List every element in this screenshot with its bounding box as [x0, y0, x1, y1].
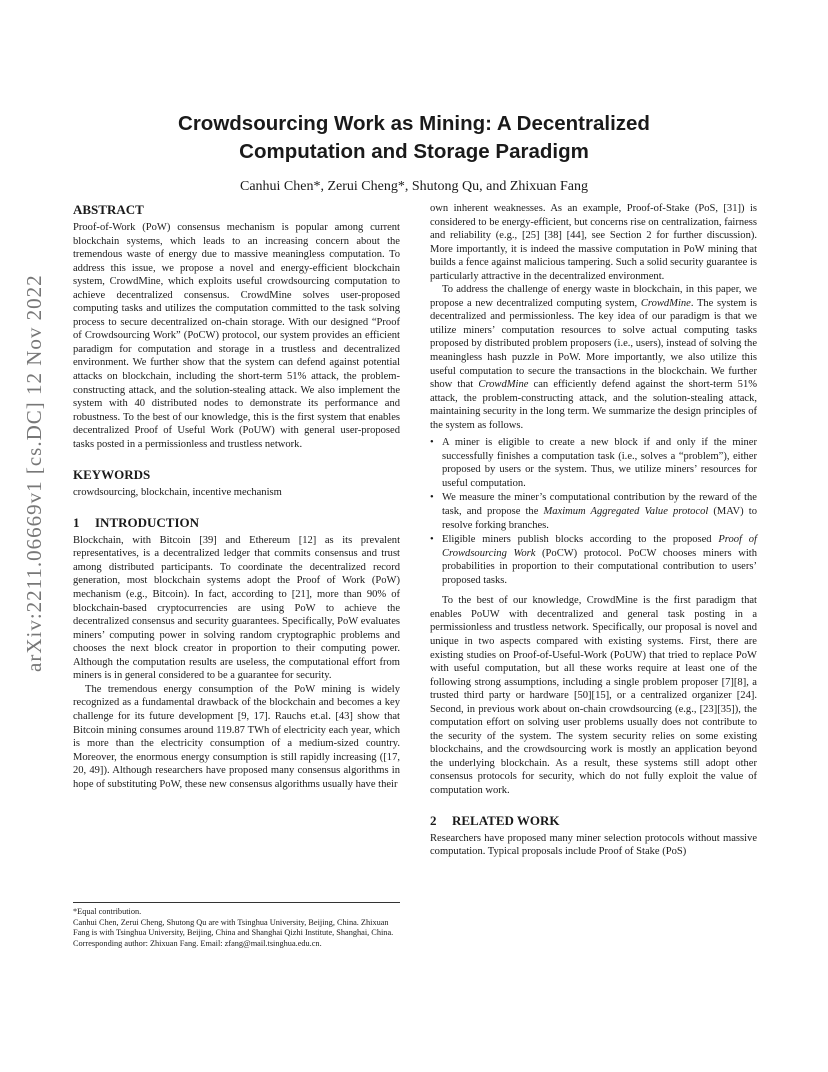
- title-block: [72, 110, 756, 196]
- title-line-1: Crowdsourcing Work as Mining: A Decentralized: [178, 112, 650, 135]
- list-item: [430, 491, 757, 532]
- intro-paragraph-3: own inherent weaknesses. As an example, Proof-of-Stake (PoS, [31]) is considered to be energy-efficient, but concerns rise on centralization, fairness and reliability (e.g., [25] [38] [44], see Section 2 for further discussion). More importantly, it is indeed the massive computation in PoW mining that builds a fence against malicious tampering. Such a solid security guarantee is particularly attractive in the decentralized environment.: [430, 203, 757, 282]
- paper-title: [72, 110, 756, 166]
- footnote-equal-contribution: *Equal contribution.: [73, 907, 142, 916]
- footnote-affiliations: Canhui Chen, Zerui Cheng, Shutong Qu are with Tsinghua University, Beijing, China. Zhixuan Fang is with Tsinghua University, Beijing, China and Shanghai Qizhi Institute, Shanghai, China.: [73, 917, 394, 938]
- bullet-icon: •: [430, 492, 434, 504]
- crowdmine-emphasis: CrowdMine: [640, 297, 691, 309]
- abstract-heading: ABSTRACT: [73, 202, 144, 217]
- related-paragraph-1: Researchers have proposed many miner selection protocols without massive computation. Typical proposals include Proof of Stake (PoS): [430, 832, 757, 858]
- pocw-emphasis: Proof of Crowdsourcing Work: [442, 534, 757, 559]
- list-item: [430, 436, 757, 490]
- title-line-2: Computation and Storage Paradigm: [239, 140, 589, 163]
- keywords-heading: KEYWORDS: [73, 467, 151, 483]
- keywords-text: crowdsourcing, blockchain, incentive mechanism: [73, 487, 282, 499]
- intro-paragraph-2: The tremendous energy consumption of the PoW mining is widely recognized as a fundamental drawback of the blockchain and becomes a key challenge for its future development [9, 17]. Rauchs et.al. [43] show that Bitcoin mining consumes around 119.87 TWh of electricity each year, which is more than the electricity consumption of a medium-sized country. Moreover, the enormous energy consumption is still rapidly increasing ([17, 20, 49]). Although researchers have proposed many consensus algorithms in hope of substituting PoW, these new consensus algorithms usually have their: [73, 683, 400, 790]
- intro-paragraph-4: [430, 283, 757, 432]
- bullet-icon: •: [430, 437, 434, 449]
- intro-paragraph-1: Blockchain, with Bitcoin [39] and Ethereum [12] as its prevalent representatives, is a decentralized ledger that commits consensus and trust among distributed participants. To coordinate the decentralized record generation, most blockchain systems adopt the Proof of Work (PoW) mechanism (e.g., Bitcoin). In fact, according to [21], more than 90% of blockchain-based cryptocurrencies are using PoW to achieve the decentralized consensus and security guarantees. Specifically, PoW evaluates miners’ computing power in solving random cryptographic problems and chooses the next block creator in proportion to their computing power. Although the computation results are useless, the computational effort from miners is in general considered to be a guarantee for security.: [73, 534, 400, 682]
- bullet-text-3a: Eligible miners publish blocks according to the proposed: [442, 534, 719, 546]
- mav-emphasis: Maximum Aggregated Value protocol: [543, 506, 709, 518]
- abstract-text: Proof-of-Work (PoW) consensus mechanism is popular among current blockchain systems, which leads to an increasing concern about the tremendous waste of energy due to massive meaningless computation. To address this issue, we propose a novel and energy-efficient blockchain system, CrowdMine, which exploits useful crowdsourcing computation to achieve decentralized consensus. CrowdMine solves user-proposed computing tasks and utilizes the computation committed to the task solving process to secure decentralized on-chain storage. With our designed “Proof of Crowdsourcing Work” (PoCW) protocol, our system provides an efficient paradigm for computation and storage in a trustless and decentralized environment. We further show that the system can defend against potential attacks on blockchain, including the short-term 51% attack, the problem-constructing attack, and the solution-stealing attack. We also implement the system with 40 distributed nodes to demonstrate its performance and robustness. To the best of our knowledge, this is the first system that enables decentralized Proof of Useful Work (PoUW) with general user-proposed tasks posted in a permissionless and trustless network.: [73, 222, 400, 450]
- intro-paragraph-5: To the best of our knowledge, CrowdMine is the first paradigm that enables PoUW with decentralized and general task posting in a permissionless and trustless network. Specifically, our proposal is novel and unique in two aspects compared with existing systems. First, there are existing studies on Proof-of-Useful-Work (PoUW) that tried to replace PoW with useful computation, but all these works require at least one of the following strong assumptions, including a single problem proposer [7][8], a trusted third party or hardware [50][15], or a centralized organizer [24]. Second, in previous work about on-chain crowdsourcing (e.g., [23][35]), the computation effort on solving user problems usually does not contribute to the security of the system. The system security relies on some existing blockchains, and the crowdsourcing work is mostly an application beyond the underlying blockchain. As a result, these systems still adopt other consensus protocols for security, which do not fully exploit the value of computation work.: [430, 595, 757, 796]
- bullet-icon: •: [430, 534, 434, 546]
- related-title: RELATED WORK: [452, 812, 560, 828]
- arxiv-identifier: arXiv:2211.06669v1 [cs.DC] 12 Nov 2022: [22, 274, 46, 672]
- intro-p4-text-b: . The system is decentralized and permissionless. The key idea of our paradigm is that we utilize miners’ computation resources to solve actual computing tasks proposed by distributed problem proposers (i.e., users), instead of solving the meaningless hash puzzle in PoW. More importantly, we also utilize this useful computation to secure the transactions in the blockchain. We further show that: [430, 297, 757, 391]
- bullet-text-2a: We measure the miner’s computational contribution by the reward of the task, and propose the: [442, 492, 757, 518]
- intro-p4-text-a: To address the challenge of energy waste in blockchain, in this paper, we propose a new decentralized computing system,: [430, 284, 757, 309]
- intro-p4-text-c: can efficiently defend against the short-term 51% attack, the problem-constructing attack, and the solution-stealing attack, maintaining security in the long term. We summarize the design principles of the system as follows.: [430, 379, 757, 431]
- related-number: 2: [430, 812, 437, 828]
- right-column: [430, 202, 757, 859]
- footnote-corresponding-author: Corresponding author: Zhixuan Fang. Email: zfang@mail.tsinghua.edu.cn.: [73, 938, 322, 948]
- related-work-heading: [430, 813, 757, 829]
- intro-title: INTRODUCTION: [95, 514, 200, 530]
- footnote-divider: [73, 902, 400, 903]
- design-principles-list: [430, 436, 757, 587]
- left-column: [73, 202, 400, 791]
- bullet-text-1: A miner is eligible to create a new block if and only if the miner successfully finishes a computation task (i.e., solves a “problem”), either proposed by users or the system. Thus, we utilize miners’ resources for useful computation.: [442, 437, 757, 489]
- intro-heading: [73, 515, 400, 531]
- bullet-text-2b: (MAV) to resolve forking branches.: [442, 506, 757, 531]
- list-item: [430, 533, 757, 587]
- author-list: Canhui Chen*, Zerui Cheng*, Shutong Qu, and Zhixuan Fang: [239, 179, 589, 194]
- crowdmine-emphasis-2: CrowdMine: [478, 379, 529, 391]
- bullet-text-3b: (PoCW) protocol. PoCW chooses miners with probabilities in proportion to their computational contribution to users’ proposed tasks.: [442, 547, 758, 586]
- intro-number: 1: [73, 514, 80, 530]
- footnotes: [73, 907, 400, 949]
